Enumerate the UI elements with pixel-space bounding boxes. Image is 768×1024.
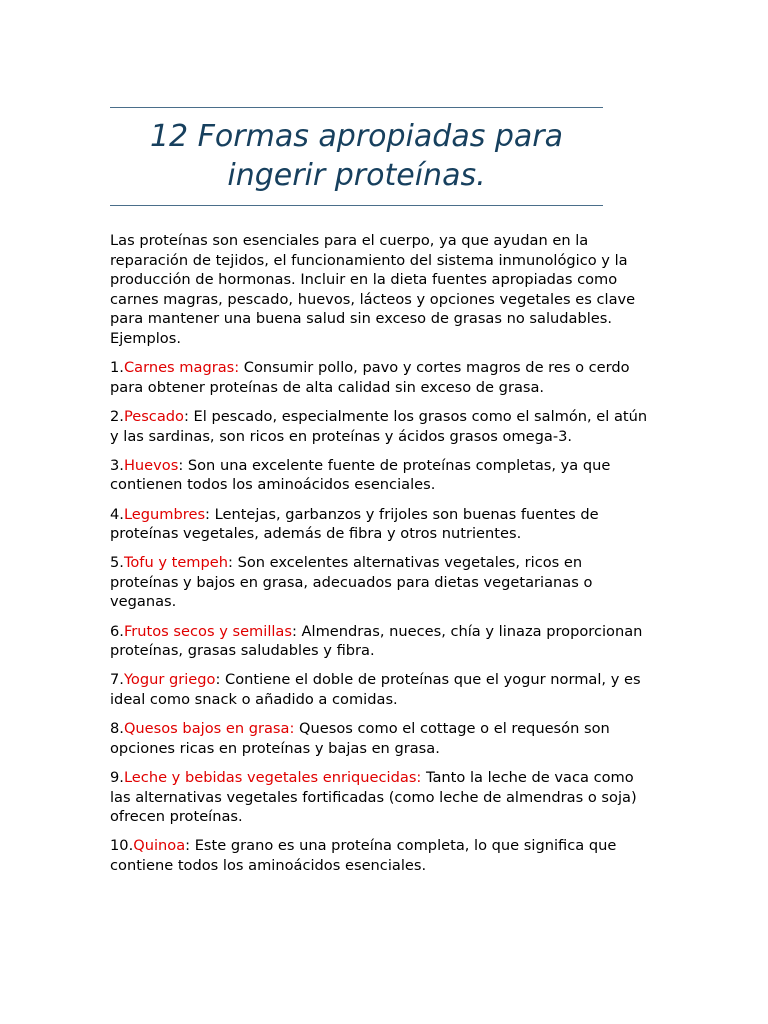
item-number: 5. xyxy=(110,554,124,572)
title-line-2: ingerir proteínas. xyxy=(227,158,486,193)
item-name: Yogur griego xyxy=(123,671,216,689)
intro-paragraph: Las proteínas son esenciales para el cuerpo, ya que ayudan en la reparación de tejidos, el funcionamiento del sistema inmunológico y la producción de hormonas. Incluir en la dieta fuentes apropiadas como carnes magras, pescado, huevos, lácteos y opciones vegetales es clave para mantener una buena salud sin exceso de grasas no saludables. Ejemplos. xyxy=(110,232,636,347)
list-item-3 xyxy=(110,456,655,495)
title-line-1: 12 Formas apropiadas para xyxy=(149,119,564,154)
list-item-8 xyxy=(110,719,655,758)
list-item-4 xyxy=(110,505,655,544)
item-text: Tanto la leche de vaca como las alternativas vegetales fortificadas (como leche de almendras o soja) ofrecen proteínas. xyxy=(110,769,637,826)
item-name: Tofu y tempeh xyxy=(123,554,229,572)
item-number: 1. xyxy=(110,359,124,377)
list-item-9 xyxy=(110,768,655,827)
list-item-10 xyxy=(110,836,655,875)
title-bottom-rule xyxy=(110,205,603,206)
list-item-2 xyxy=(110,407,655,446)
item-text: : El pescado, especialmente los grasos como el salmón, el atún y las sardinas, son ricos en proteínas y ácidos grasos omega-3. xyxy=(110,407,648,445)
item-number: 9. xyxy=(110,769,124,786)
list-item-5 xyxy=(110,553,655,612)
document-body xyxy=(110,231,655,885)
item-text: : Almendras, nueces, chía y linaza proporcionan proteínas, grasas saludables y fibra. xyxy=(110,622,643,660)
item-text: : Son una excelente fuente de proteínas completas, ya que contienen todos los aminoácidos esenciales. xyxy=(110,456,611,494)
item-text: Consumir pollo, pavo y cortes magros de res o cerdo para obtener proteínas de alta calidad sin exceso de grasa. xyxy=(110,359,630,396)
item-number: 8. xyxy=(110,720,124,738)
item-name: Carnes magras: xyxy=(123,359,240,377)
item-name: Huevos xyxy=(123,456,179,474)
item-number: 7. xyxy=(110,671,124,689)
list-item-7 xyxy=(110,670,655,709)
item-text: : Este grano es una proteína completa, lo que significa que contiene todos los aminoácidos esenciales. xyxy=(110,837,617,874)
item-number: 6. xyxy=(110,622,124,640)
item-name: Pescado xyxy=(123,407,184,425)
item-text: : Son excelentes alternativas vegetales, ricos en proteínas y bajos en grasa, adecuados para dietas vegetarianas o veganas. xyxy=(110,554,593,611)
item-text: Quesos como el cottage o el requesón son opciones ricas en proteínas y bajas en grasa. xyxy=(110,720,610,757)
item-text: : Lentejas, garbanzos y frijoles son buenas fuentes de proteínas vegetales, además de fibra y otros nutrientes. xyxy=(110,505,599,543)
item-name: Legumbres xyxy=(123,505,206,523)
list-item-1 xyxy=(110,358,655,397)
item-number: 2. xyxy=(110,407,124,425)
item-number: 10. xyxy=(110,837,134,855)
title-top-rule xyxy=(110,107,603,108)
item-name: Frutos secos y semillas xyxy=(123,622,292,640)
list-item-6 xyxy=(110,622,655,661)
title-block xyxy=(110,107,603,207)
item-number: 4. xyxy=(110,505,124,523)
item-text: : Contiene el doble de proteínas que el yogur normal, y es ideal como snack o añadido a comidas. xyxy=(110,671,641,709)
item-name: Quesos bajos en grasa: xyxy=(123,720,295,738)
item-name: Quinoa xyxy=(133,837,186,855)
item-number: 3. xyxy=(110,456,124,474)
item-name: Leche y bebidas vegetales enriquecidas: xyxy=(123,769,422,786)
page-title xyxy=(110,117,603,195)
